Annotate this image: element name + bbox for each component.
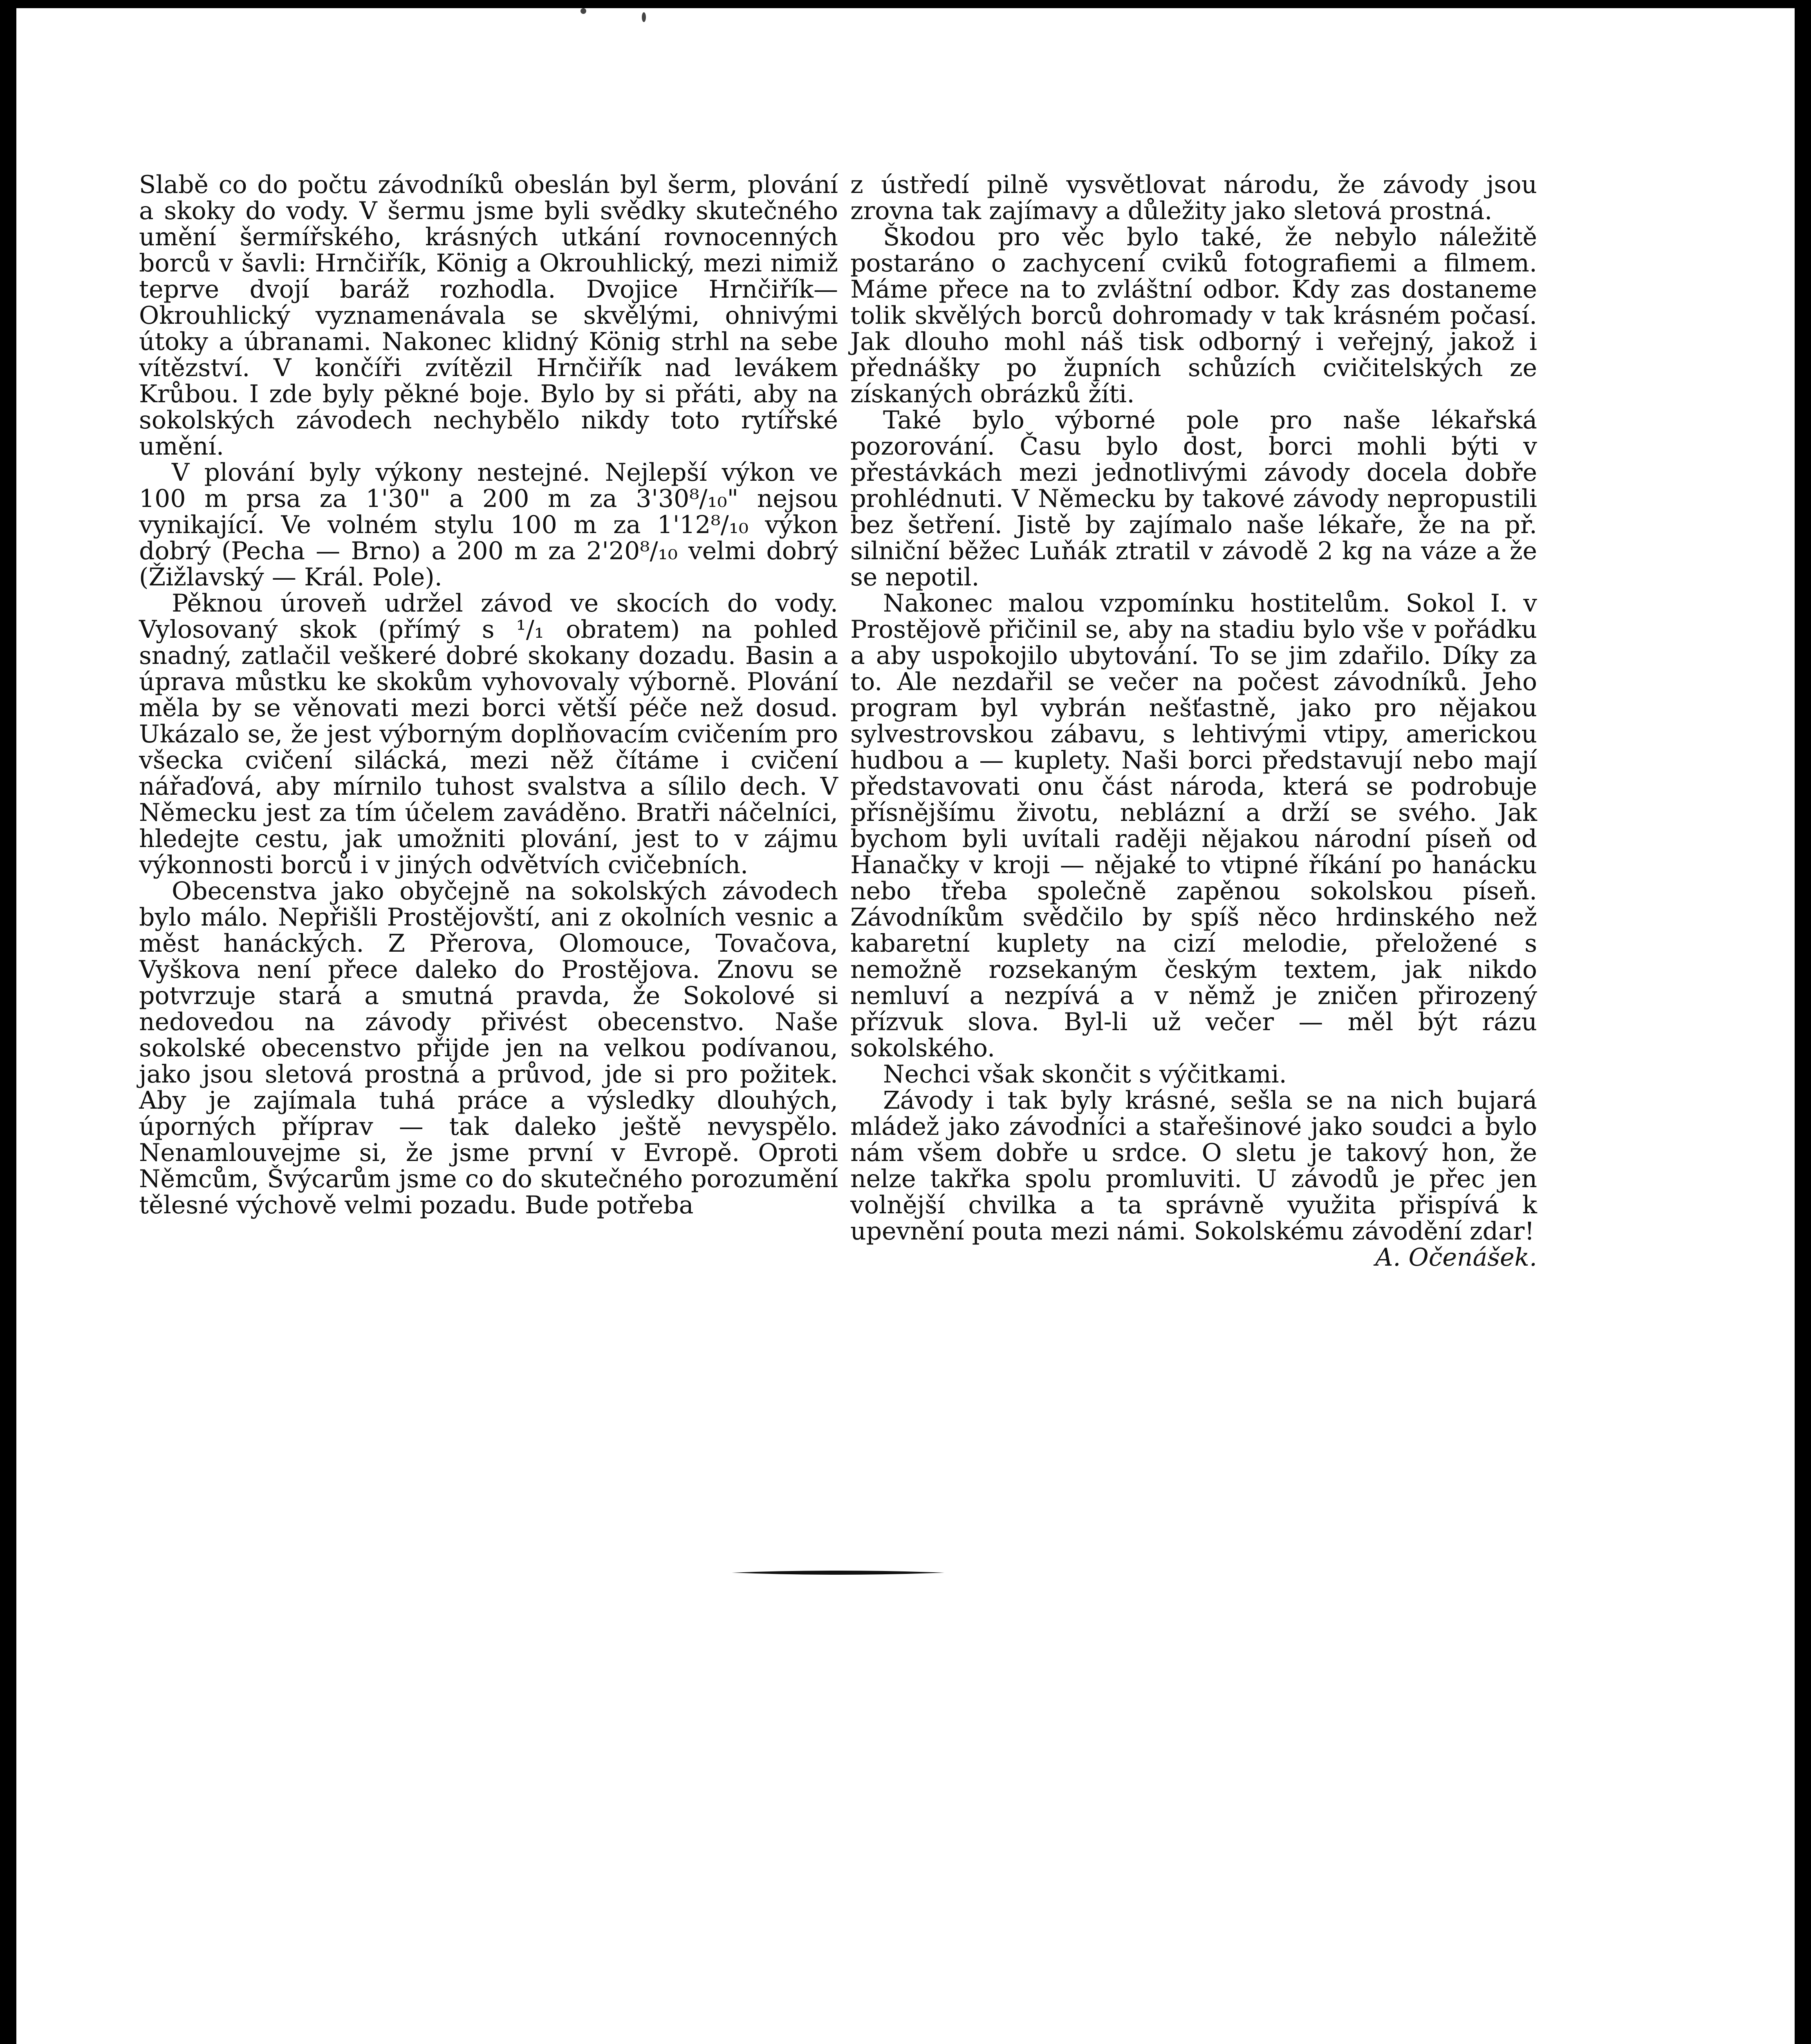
paragraph: Slabě co do počtu závodníků obeslán byl šerm, plování a skoky do vody. V šermu jsme byli svědky skutečného umění šermířského, krásných utkání rovnocenných borců v šavli: Hrnčiřík, König a Okrouhlický, mezi nimiž teprve dvojí baráž rozhodla. Dvojice Hrnčiřík—Okrouhlický vyznamenávala se skvělými, ohnivými útoky a úbranami. Nakonec klidný König strhl na sebe vítězství. V končíři zvítězil Hrnčiřík nad levákem Krůbou. I zde byly pěkné boje. Bylo by si přáti, aby na sokolských závodech nechybělo nikdy toto rytířské umění. — [139, 170, 838, 461]
paragraph: Obecenstva jako obyčejně na sokolských závodech bylo málo. Nepřišli Prostějovští, ani z okolních vesnic a měst hanáckých. Z Přerova, Olomouce, Tovačova, Vyškova není přece daleko do Prostějova. Znovu se potvrzuje stará a smutná pravda, že Sokolové si nedovedou na závody přivést obecenstvo. Naše sokolské obecenstvo přijde jen na velkou podívanou, jako jsou sletová prostná a průvod, jde si pro požitek. Aby je zajímala tuhá práce a výsledky dlouhých, úporných příprav — tak daleko ještě nevyspělo. Nenamlouvejme si, že jsme první v Evropě. Oproti Němcům, Švýcarům jsme co do skutečného porozumění tělesné výchově velmi pozadu. Bude potřeba — [139, 877, 838, 1219]
paragraph: z ústředí pilně vysvětlovat národu, že závody jsou zrovna tak zajímavy a důležity jako sletová prostná. — [850, 170, 1537, 225]
scan-speck — [581, 8, 586, 14]
paragraph: V plování byly výkony nestejné. Nejlepší výkon ve 100 m prsa za 1'30" a 200 m za 3'30⁸/₁₀" nejsou vynikající. Ve volném stylu 100 m za 1'12⁸/₁₀ výkon dobrý (Pecha — Brno) a 200 m za 2'20⁸/₁₀ velmi dobrý (Žižlavský — Král. Pole). — [139, 458, 838, 592]
right-text-column — [850, 172, 1537, 1271]
section-divider — [732, 1570, 944, 1576]
paragraph: Nakonec malou vzpomínku hostitelům. Sokol I. v Prostějově přičinil se, aby na stadiu bylo vše v pořádku a aby uspokojilo ubytování. To se jim zdařilo. Díky za to. Ale nezdařil se večer na počest závodníků. Jeho program byl vybrán nešťastně, jako pro nějakou sylvestrovskou zábavu, s lehtivými vtipy, americkou hudbou a — kuplety. Naši borci představují nebo mají představovati onu část národa, která se podrobuje přísnějšímu životu, neblázní a drží se svého. Jak bychom byli uvítali raději nějakou národní píseň od Hanačky v kroji — nějaké to vtipné říkání po hanácku nebo třeba společně zapěnou sokolskou píseň. Závodníkům svědčilo by spíš něco hrdinského než kabaretní kuplety na cizí melodie, přeložené s nemožně rozsekaným českým textem, jak nikdo nemluví a nezpívá a v němž je zničen přirozený přízvuk slova. Byl-li už večer — měl být rázu sokolského. — [850, 589, 1537, 1062]
left-text-column — [139, 172, 838, 1218]
paragraph: Také bylo výborné pole pro naše lékařská pozorování. Času bylo dost, borci mohli býti v přestávkách mezi jednotlivými závody docela dobře prohlédnuti. V Německu by takové závody nepropustili bez šetření. Jistě by zajímalo naše lékaře, že na př. silniční běžec Luňák ztratil v závodě 2 kg na váze a že se nepotil. — [850, 406, 1537, 592]
scanned-page — [16, 8, 1795, 2044]
scan-speck — [642, 12, 646, 22]
paragraph: Závody i tak byly krásné, sešla se na nich bujará mládež jako závodníci a stařešinové jako soudci a bylo nám všem dobře u srdce. O sletu je takový hon, že nelze takřka spolu promluviti. U závodů je přec jen volnější chvilka a ta správně využita přispívá k upevnění pouta mezi námi. Sokolskému závodění zdar! — [850, 1086, 1537, 1246]
paragraph: Škodou pro věc bylo také, že nebylo náležitě postaráno o zachycení cviků fotografiemi a filmem. Máme přece na to zvláštní odbor. Kdy zas dostaneme tolik skvělých borců dohromady v tak krásném počasí. Jak dlouho mohl náš tisk odborný i veřejný, jakož i přednášky po župních schůzích cvičitelských ze získaných obrázků žíti. — [850, 223, 1537, 408]
paragraph: Pěknou úroveň udržel závod ve skocích do vody. Vylosovaný skok (přímý s ¹/₁ obratem) na pohled snadný, zatlačil veškeré dobré skokany dozadu. Basin a úprava můstku ke skokům vyhovovaly výborně. Plování měla by se věnovati mezi borci větší péče než dosud. Ukázalo se, že jest výborným doplňovacím cvičením pro všecka cvičení silácká, mezi něž čítáme i cvičení nářaďová, aby mírnilo tuhost svalstva a sílilo dech. V Německu jest za tím účelem zaváděno. Bratři náčelníci, hledejte cestu, jak umožniti plování, jest to v zájmu výkonnosti borců i v jiných odvětvích cvičebních. — [139, 589, 838, 879]
author-signature: A. Očenášek. — [1375, 1243, 1537, 1272]
paragraph: Nechci však skončit s výčitkami. — [883, 1060, 1287, 1089]
